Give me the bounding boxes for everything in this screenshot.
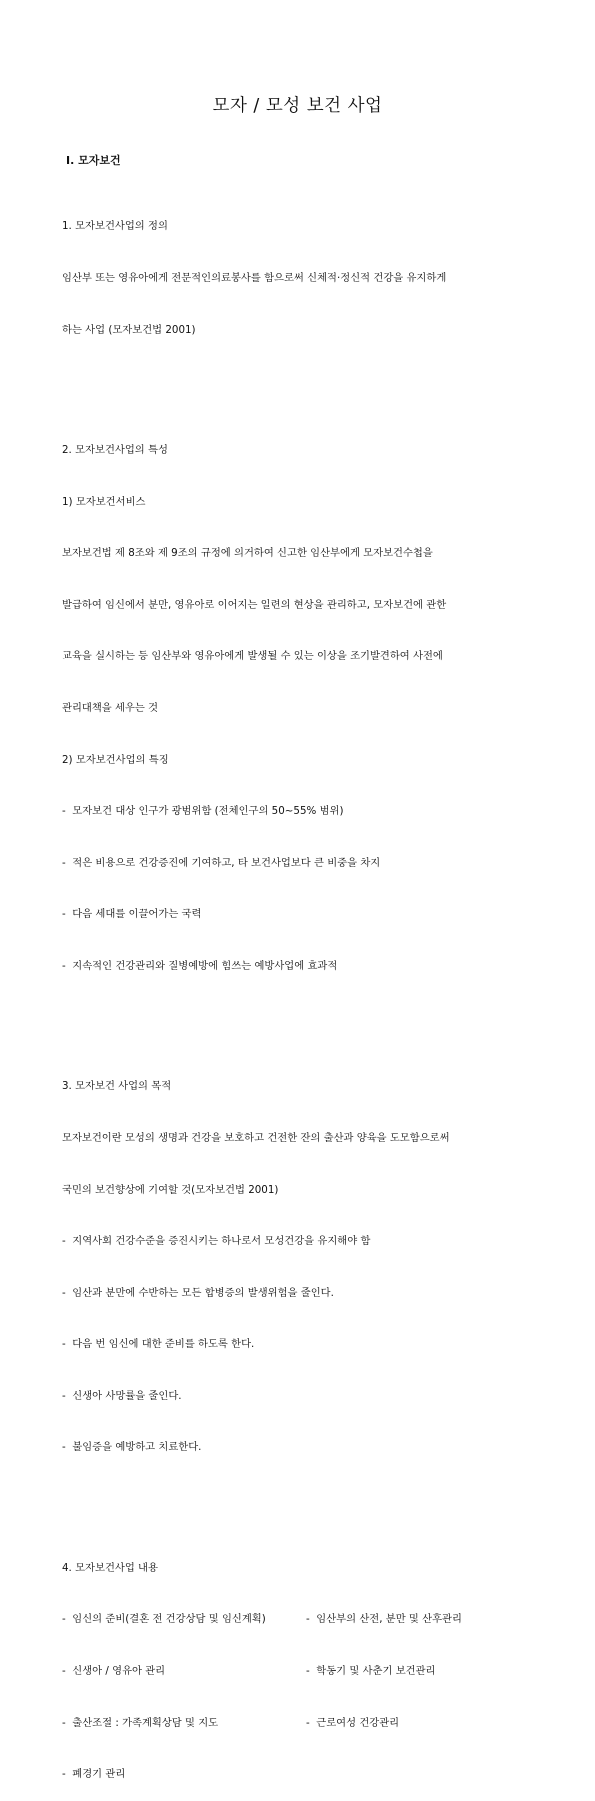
section-heading: Ⅰ. 모자보건 [66, 154, 121, 167]
s3-heading: 3. 모자보건 사업의 목적 [62, 1080, 172, 1093]
s2-sub1-line: 보자보건법 제 8조와 제 9조의 규정에 의거하여 신고한 임산부에게 모자보건수첩을 [62, 547, 433, 560]
s1-line: 임산부 또는 영유아에게 전문적인의료봉사를 함으로써 신체적·정신적 건강을 유지하게 [62, 272, 447, 284]
document-body [62, 184, 532, 1801]
s3-line: 모자보건이란 모성의 생명과 건강을 보호하고 건전한 잔의 출산과 양육을 도모함으로써 [62, 1131, 450, 1144]
s3-line: 국민의 보건향상에 기여할 것(모자보건법 2001) [62, 1183, 279, 1196]
s4-item: - 근로여성 건강관리 [306, 1716, 400, 1729]
s2-heading: 2. 모자보건사업의 특성 [62, 443, 168, 456]
s4-item: - 임산부의 산전, 분만 및 산후관리 [306, 1613, 462, 1626]
s4-item: - 임신의 준비(결혼 전 건강상담 및 임신계획) [62, 1613, 266, 1626]
s4-item: - 학동기 및 사춘기 보건관리 [306, 1665, 436, 1678]
s2-sub1-line: 발급하여 임신에서 분만, 영유아로 이어지는 일련의 현상을 관리하고, 모자보건에 관한 [62, 598, 447, 611]
s1-heading: 1. 모자보건사업의 정의 [62, 220, 168, 233]
s2-sub2-item: - 다음 세대를 이끌어가는 국력 [62, 908, 202, 921]
s2-sub1-line: 관리대책을 세우는 것 [62, 701, 159, 714]
s3-item: - 임산과 분만에 수반하는 모든 합병증의 발생위험을 줄인다. [62, 1286, 334, 1299]
s2-sub2-heading: 2) 모자보건사업의 특징 [62, 753, 169, 766]
s3-item: - 다음 번 임신에 대한 준비를 하도록 한다. [62, 1338, 255, 1351]
s4-row [62, 1663, 532, 1680]
s4-item: - 신생아 / 영유아 관리 [62, 1665, 166, 1678]
s2-sub2-item: - 적은 비용으로 건강증진에 기여하고, 타 보건사업보다 큰 비중을 차지 [62, 856, 381, 869]
s2-sub2-item: - 지속적인 건강관리와 질병예방에 힘쓰는 예방사업에 효과적 [62, 959, 338, 972]
s2-sub2-item: - 모자보건 대상 인구가 광범위함 (전체인구의 50~55% 범위) [62, 805, 344, 818]
s3-item: - 지역사회 건강수준을 증진시키는 하나로서 모성건강을 유지해야 함 [62, 1235, 371, 1248]
page-title: 모자 / 모성 보건 사업 [212, 96, 383, 116]
s1-line: 하는 사업 (모자보건법 2001) [62, 323, 196, 336]
s4-item: - 폐경기 관리 [62, 1768, 126, 1781]
s4-row [62, 1611, 532, 1628]
s2-sub1-line: 교육을 실시하는 등 임산부와 영유아에게 발생될 수 있는 이상을 조기발견하여 사전에 [62, 650, 443, 663]
s3-item: - 신생아 사망률을 줄인다. [62, 1389, 182, 1402]
s3-item: - 불임증을 예방하고 치료한다. [62, 1441, 202, 1454]
s4-heading: 4. 모자보건사업 내용 [62, 1561, 158, 1574]
s4-row [62, 1715, 532, 1732]
s2-sub1-heading: 1) 모자보건서비스 [62, 495, 146, 508]
s4-item: - 출산조절 : 가족계획상담 및 지도 [62, 1716, 219, 1729]
